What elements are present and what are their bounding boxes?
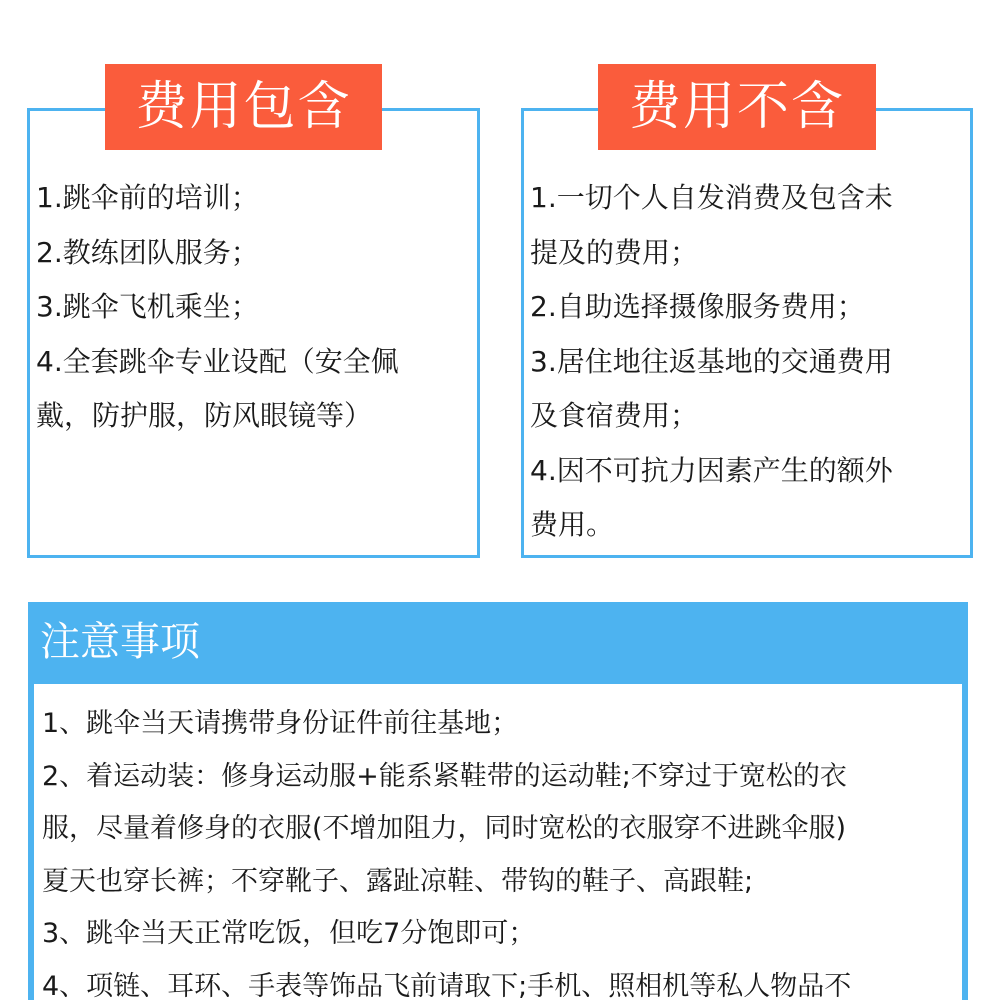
included-box bbox=[27, 108, 480, 558]
list-item: 2.教练团队服务； bbox=[36, 235, 259, 269]
list-item: 戴，防护服，防风眼镜等） bbox=[36, 399, 373, 432]
list-item: 4.全套跳伞专业设配（安全佩 bbox=[36, 344, 399, 378]
list-item: 1、跳伞当天请携带身份证件前往基地； bbox=[42, 708, 519, 739]
list-item: 提及的费用； bbox=[530, 235, 699, 269]
notice-body bbox=[34, 684, 962, 1000]
included-title: 费用包含 bbox=[105, 64, 382, 150]
list-item: 夏天也穿长裤；不穿靴子、露趾凉鞋、带钩的鞋子、高跟鞋; bbox=[42, 865, 754, 897]
notice-list bbox=[42, 698, 954, 1000]
list-item: 2、着运动装：修身运动服+能系紧鞋带的运动鞋;不穿过于宽松的衣 bbox=[42, 760, 847, 792]
excluded-title: 费用不含 bbox=[598, 64, 876, 150]
included-list bbox=[36, 171, 471, 444]
list-item: 4、项链、耳环、手表等饰品飞前请取下;手机、照相机等私人物品不 bbox=[42, 970, 852, 1000]
excluded-list bbox=[530, 171, 964, 553]
list-item: 3.居住地往返基地的交通费用 bbox=[530, 344, 893, 378]
list-item: 费用。 bbox=[530, 508, 615, 541]
notice-section bbox=[28, 602, 968, 1000]
list-item: 3、跳伞当天正常吃饭，但吃7分饱即可； bbox=[42, 918, 536, 949]
list-item: 1.一切个人自发消费及包含未 bbox=[530, 181, 893, 214]
list-item: 1.跳伞前的培训； bbox=[36, 181, 259, 214]
list-item: 服，尽量着修身的衣服(不增加阻力，同时宽松的衣服穿不进跳伞服) bbox=[42, 813, 847, 844]
excluded-box bbox=[521, 108, 973, 558]
list-item: 3.跳伞飞机乘坐； bbox=[36, 290, 259, 323]
list-item: 2.自助选择摄像服务费用； bbox=[530, 290, 865, 323]
notice-title: 注意事项 bbox=[40, 619, 200, 665]
list-item: 及食宿费用； bbox=[530, 399, 699, 432]
list-item: 4.因不可抗力因素产生的额外 bbox=[530, 453, 893, 487]
